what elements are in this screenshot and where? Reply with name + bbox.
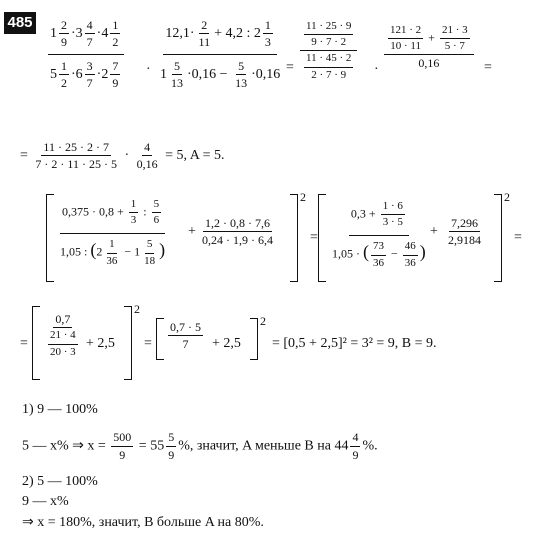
equation-line-3: 0,375 · 0,8 + $\frac{1}{3}$ : $\frac{5}{6}$ 1,05 : (2 $\frac{1}{36}$ − 1 $\frac{5}{18}$ ) + $\frac{1,2 \cdot 0,8 \cdot 7,6}{0,24 \cdot 1,9 \cdot 6,4}$ 2 = 0,3 + $\frac{1 \cdot 6}{3 \cdot 5}$ 1,05 · ( $\frac{73}{36}$ − $\frac{46}{36}$ ) + $\frac{7,296}{2,9184}$ 2 =	[46, 194, 546, 294]
part1-line: 5 — x% ⇒ x = $\frac{500}{9}$ = 55 $\frac{5}{9}$ %, значит, A меньше B на 44 $\frac{4}{9}$ %.	[22, 430, 378, 462]
part2-label: 2) 5 — 100%	[22, 474, 98, 489]
equation-line-4: = $\frac{0,7}{\frac{21 \cdot 4}{20 \cdot 3}}$ + 2,5 2 = $\frac{0,7 \cdot 5}{7}$ + 2,5 2 = [0,5 + 2,5]² = 3² = 9, B = 9.	[20, 306, 540, 386]
part2-line: 9 — x%	[22, 494, 69, 509]
equation-line-2: = $\frac{11 \cdot 25 \cdot 2 \cdot 7}{7 \cdot 2 \cdot 11 \cdot 25 \cdot 5}$ · $\frac{4}{0,16}$ = 5, A = 5.	[20, 140, 225, 172]
problem-number-badge: 485	[4, 12, 36, 34]
part2-result: ⇒ x = 180%, значит, B больше A на 80%.	[22, 515, 264, 530]
part1-label: 1) 9 — 100%	[22, 402, 98, 417]
equation-line-1: 1 $\frac{2}{9}$ ·3 $\frac{4}{7}$ ·4 $\frac{1}{2}$ 5 $\frac{1}{2}$ ·6 $\frac{3}{7}$ ·2 $\frac{7}{9}$ · 12,1· $\frac{2}{11}$ + 4,2 : 2 $\frac{1}{3}$ 1 $\frac{5}{13}$ ·0,16 − $\frac{5}{13}$ ·0,16 = $\frac{\frac{11 \cdot 25 \cdot 9}{9 \cdot 7 \cdot 2}}{\frac{11 \cdot 45 \cdot 2}{2 \cdot 7 \cdot 9}}$ · $\frac{121 \cdot 2}{10 \cdot 11}$ + $\frac{21 \cdot 3}{5 \cdot 7}$ 0,16 =	[50, 18, 492, 91]
